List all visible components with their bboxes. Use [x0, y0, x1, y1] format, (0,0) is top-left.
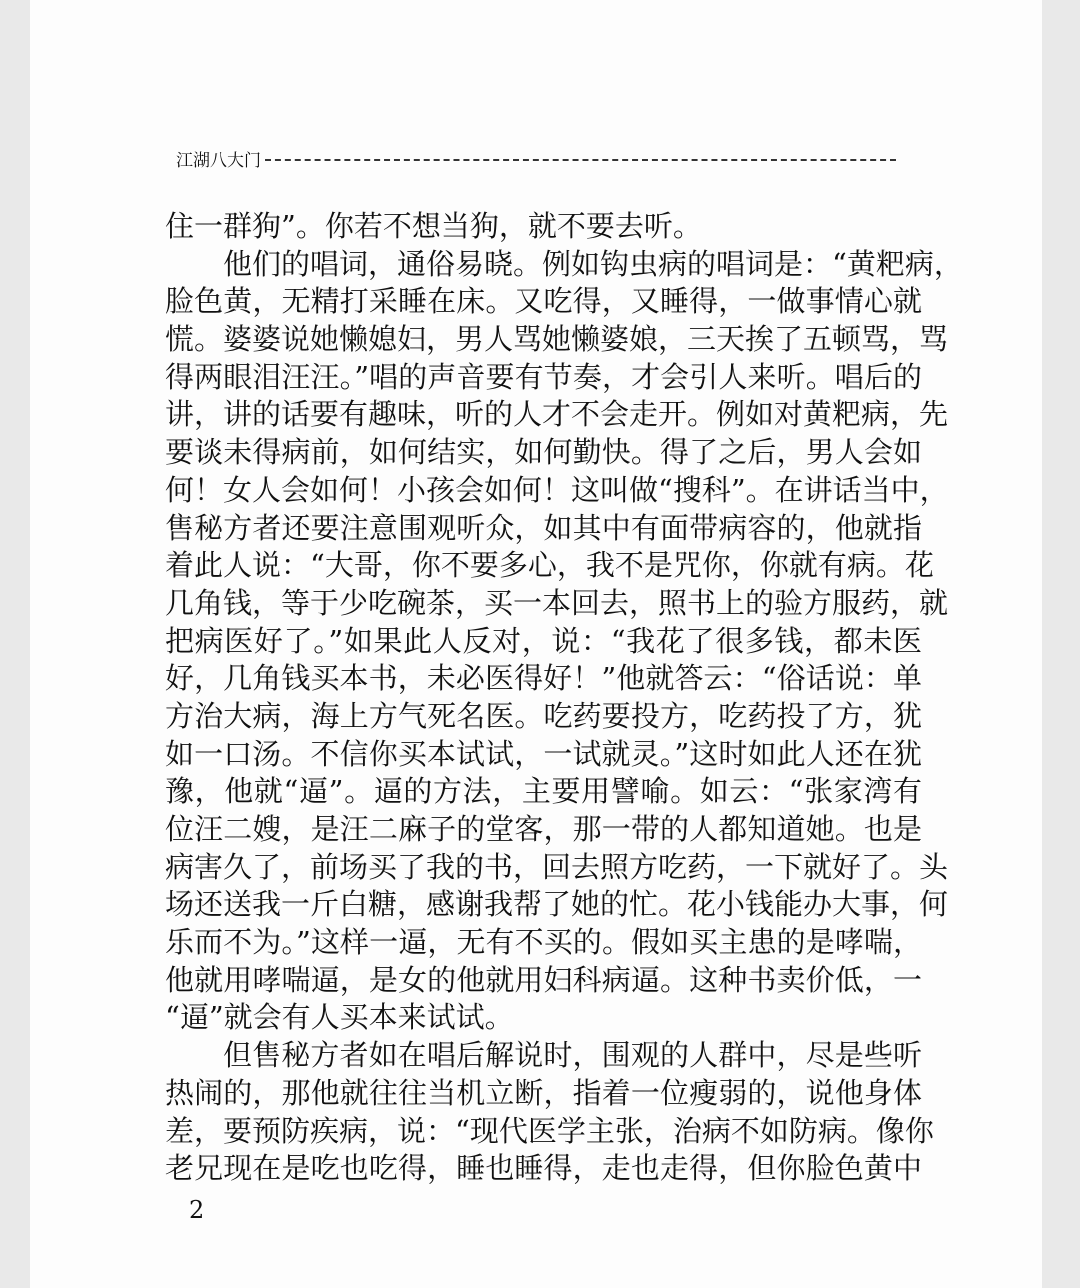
- text-line: 如一口汤。不信你买本试试，一试就灵。”这时如此人还在犹: [165, 736, 922, 771]
- header-rule: [265, 159, 896, 161]
- text-line: 慌。婆婆说她懒媳妇，男人骂她懒婆娘，三天挨了五顿骂，骂: [165, 322, 949, 357]
- text-line: 何！女人会如何！小孩会如何！这叫做“搜科”。在讲话当中，: [165, 472, 949, 507]
- text-line: 住一群狗”。你若不想当狗，就不要去听。: [165, 209, 702, 243]
- text-line: 场还送我一斤白糖，感谢我帮了她的忙。花小钱能办大事，何: [165, 887, 949, 922]
- text-line: 好，几角钱买本书，未必医得好！”他就答云：“俗话说：单: [165, 661, 922, 696]
- text-line: 要谈未得病前，如何结实，如何勤快。得了之后，男人会如: [165, 435, 922, 470]
- text-line: 方治大病，海上方气死名医。吃药要投方，吃药投了方，犹: [165, 698, 922, 733]
- text-line: 位汪二嫂，是汪二麻子的堂客，那一带的人都知道她。也是: [165, 812, 922, 846]
- text-line: 得两眼泪汪汪。”唱的声音要有节奏，才会引人来听。唱后的: [165, 359, 922, 394]
- page-number: 2: [189, 1196, 205, 1224]
- text-line: 他就用哮喘逼，是女的他就用妇科病逼。这种书卖价低，一: [165, 962, 922, 997]
- text-line: 差，要预防疾病，说：“现代医学主张，治病不如防病。像你: [165, 1113, 934, 1148]
- text-line: 讲，讲的话要有趣味，听的人才不会走开。例如对黄粑病，先: [165, 397, 949, 432]
- text-line: 乐而不为。”这样一逼，无有不买的。假如买主患的是哮喘，: [165, 925, 922, 960]
- text-line: 热闹的，那他就往往当机立断，指着一位瘦弱的，说他身体: [165, 1075, 922, 1110]
- page-body-text: [165, 208, 963, 1188]
- text-line: “逼”就会有人买本来试试。: [165, 1000, 514, 1035]
- text-line: 几角钱，等于少吃碗茶，买一本回去，照书上的验方服药，就: [165, 585, 949, 620]
- text-line: 病害久了，前场买了我的书，回去照方吃药，一下就好了。头: [165, 849, 949, 884]
- text-line: 豫，他就“逼”。逼的方法，主要用譬喻。如云：“张家湾有: [165, 774, 922, 809]
- text-line: 但售秘方者如在唱后解说时，围观的人群中，尽是些听: [223, 1038, 922, 1073]
- running-title: 江湖八大门: [176, 151, 261, 171]
- text-line: 着此人说：“大哥，你不要多心，我不是咒你，你就有病。花: [165, 548, 934, 583]
- text-line: 脸色黄，无精打采睡在床。又吃得，又睡得，一做事情心就: [165, 284, 922, 319]
- text-line: 他们的唱词，通俗易晓。例如钩虫病的唱词是：“黄粑病，: [223, 246, 963, 281]
- text-line: 把病医好了。”如果此人反对，说：“我花了很多钱，都未医: [165, 623, 922, 658]
- text-line: 老兄现在是吃也吃得，睡也睡得，走也走得，但你脸色黄中: [165, 1151, 922, 1186]
- running-header: [176, 146, 896, 171]
- text-line: 售秘方者还要注意围观听众，如其中有面带病容的，他就指: [165, 510, 922, 545]
